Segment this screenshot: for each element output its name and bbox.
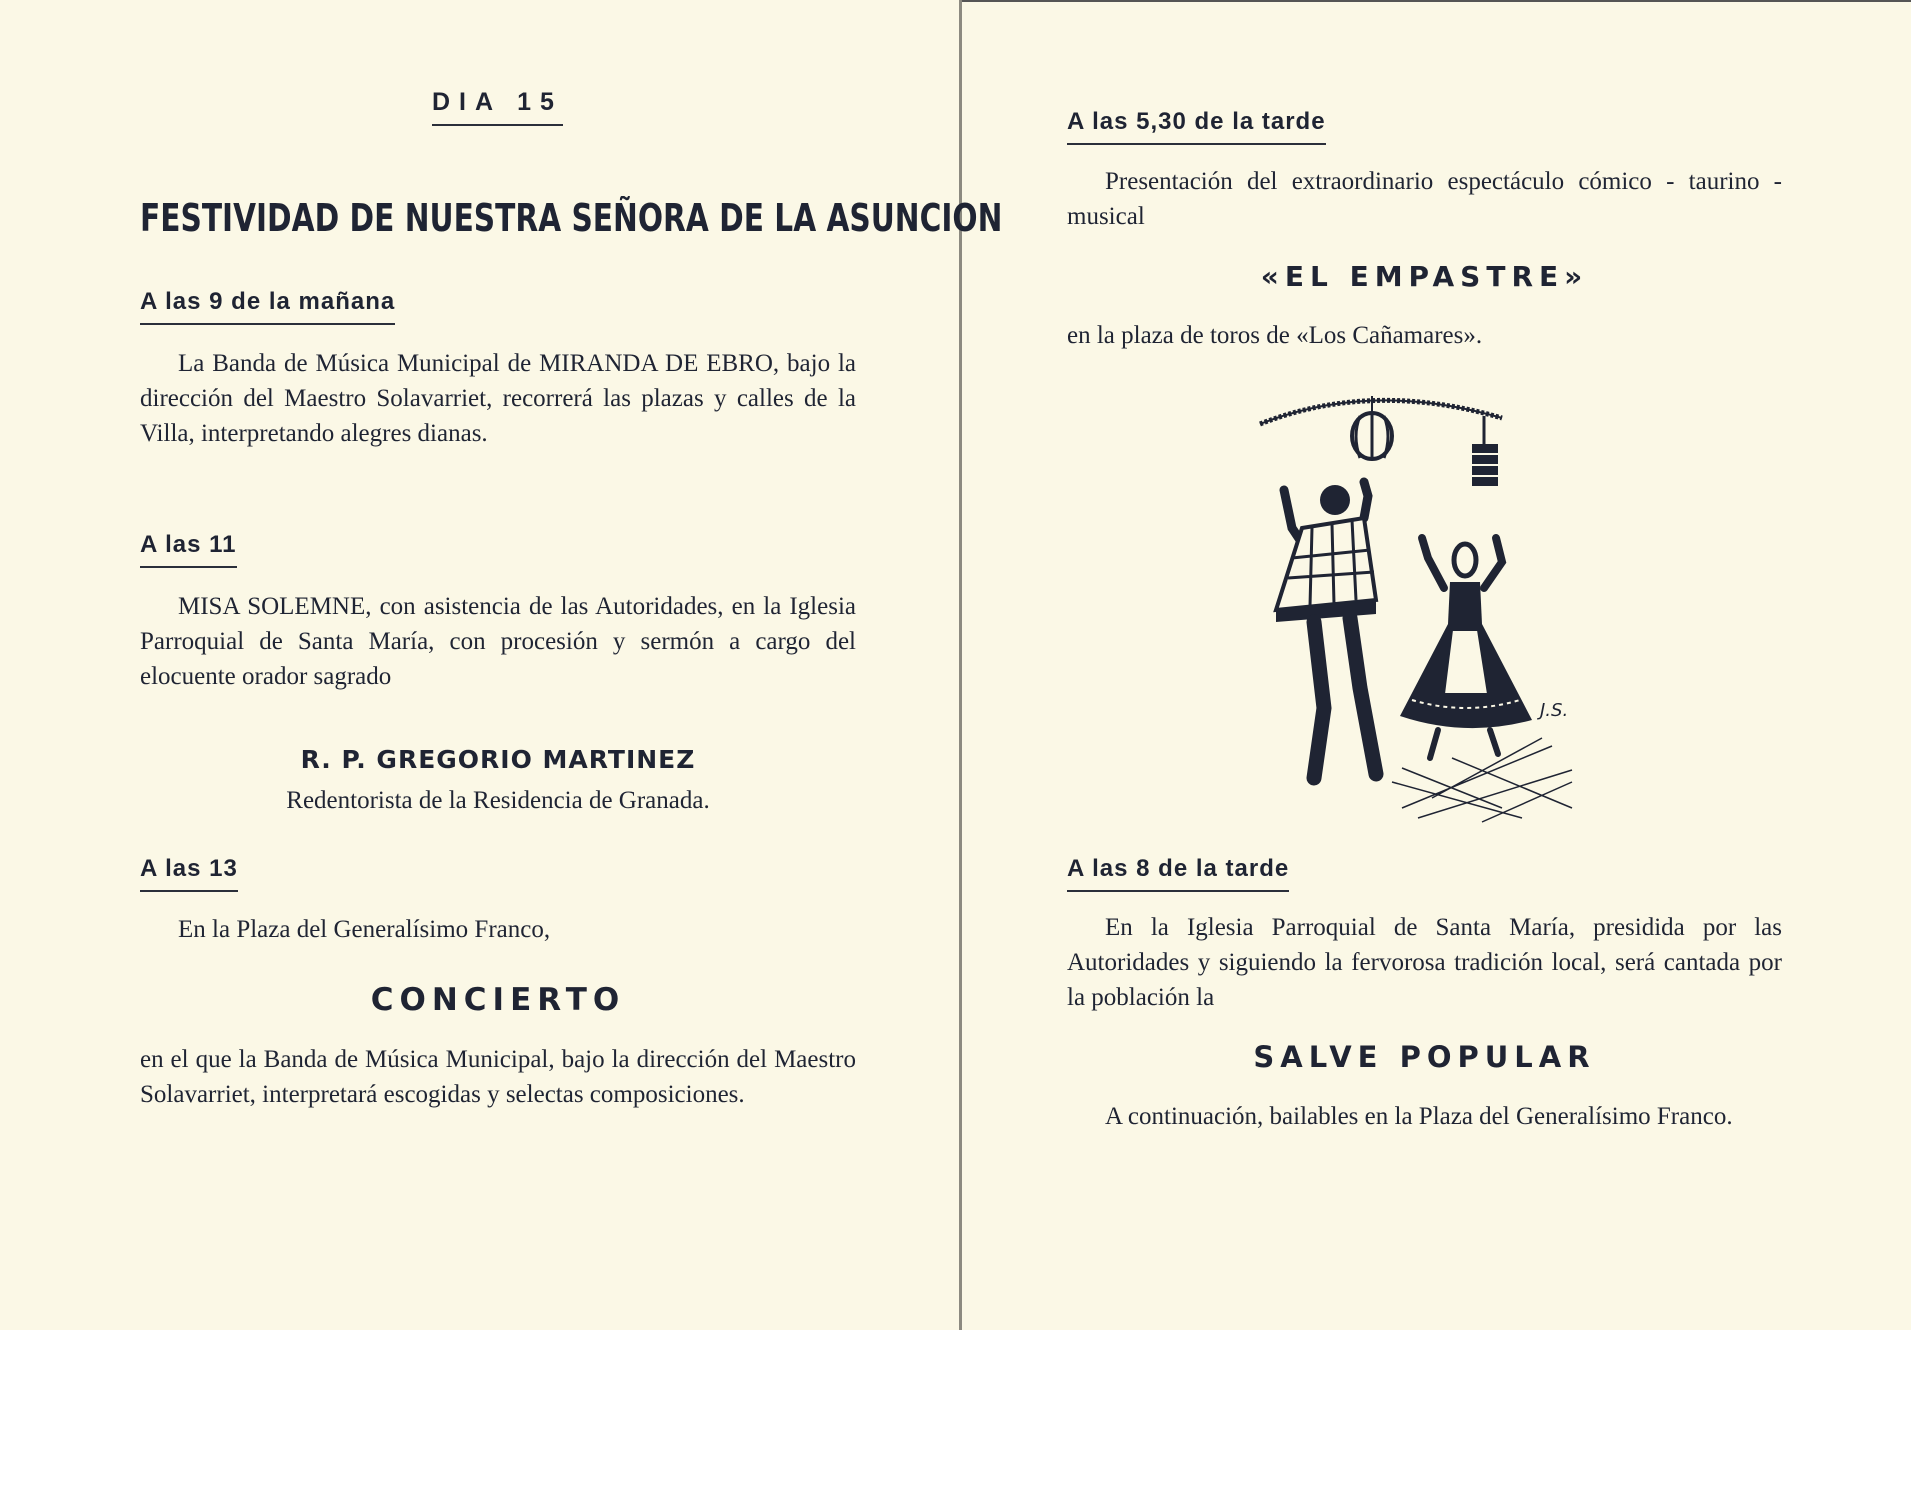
time-heading-8: A las 8 de la tarde xyxy=(1067,855,1289,892)
paragraph-concierto xyxy=(140,1042,856,1112)
paragraph-plaza xyxy=(140,912,856,947)
time-heading-11: A las 11 xyxy=(140,531,237,568)
time-heading-13: A las 13 xyxy=(140,855,238,892)
event-empastre: «EL EMPASTRE» xyxy=(1260,260,1589,293)
paragraph-salve xyxy=(1067,910,1782,1015)
paragraph-espectaculo xyxy=(1067,164,1782,234)
event-concierto: CONCIERTO xyxy=(370,982,626,1018)
dancing-couple-icon xyxy=(1252,378,1582,838)
paragraph-dianas xyxy=(140,346,856,451)
event-salve-popular: SALVE POPULAR xyxy=(1253,1040,1596,1074)
day-title: DIA 15 xyxy=(432,88,563,126)
paragraph-plaza-text: En la Plaza del Generalísimo Franco, xyxy=(178,916,551,943)
festival-title: FESTIVIDAD DE NUESTRA SEÑORA DE LA ASUNCION xyxy=(140,196,1003,240)
paragraph-plaza-toros xyxy=(1067,318,1782,353)
paragraph-espectaculo-text: Presentación del extraordinario espectáculo cómico - taurino - musical xyxy=(1067,168,1782,230)
time-heading-9: A las 9 de la mañana xyxy=(140,288,395,325)
left-page xyxy=(0,0,1003,1330)
paragraph-dianas-text: La Banda de Música Municipal de MIRANDA DE EBRO, bajo la dirección del Maestro Solavarriet, recorrerá las plazas y calles de la Villa, interpretando alegres dianas. xyxy=(140,350,856,447)
paragraph-misa-text: MISA SOLEMNE, con asistencia de las Autoridades, en la Iglesia Parroquial de Santa María, con procesión y sermón a cargo del elocuente orador sagrado xyxy=(140,593,856,690)
paragraph-bailables-text: A continuación, bailables en la Plaza del Generalísimo Franco. xyxy=(1105,1103,1733,1130)
speaker-detail: Redentorista de la Residencia de Granada. xyxy=(286,787,710,814)
paragraph-salve-text: En la Iglesia Parroquial de Santa María, presidida por las Autoridades y siguiendo la fervorosa tradición local, será cantada por la población la xyxy=(1067,914,1782,1011)
speaker-name: R. P. GREGORIO MARTINEZ xyxy=(300,745,696,774)
paragraph-bailables xyxy=(1067,1099,1782,1134)
paragraph-concierto-text: en el que la Banda de Música Municipal, bajo la dirección del Maestro Solavarriet, interpretará escogidas y selectas composiciones. xyxy=(140,1046,856,1108)
illustration-signature: J.S. xyxy=(1540,700,1569,721)
paragraph-plaza-toros-text: en la plaza de toros de «Los Cañamares». xyxy=(1067,322,1483,349)
right-page xyxy=(962,0,1911,1330)
time-heading-530: A las 5,30 de la tarde xyxy=(1067,108,1326,145)
paragraph-misa xyxy=(140,589,856,694)
